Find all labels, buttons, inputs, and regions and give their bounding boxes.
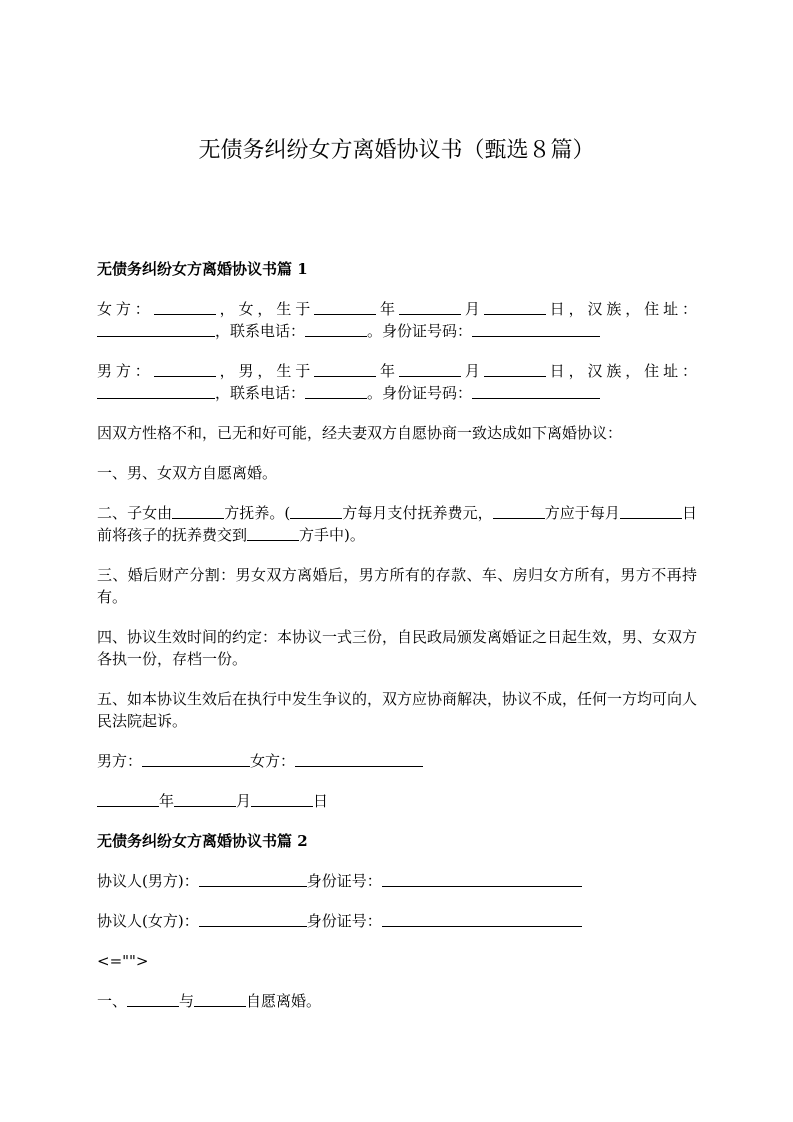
date-year-blank (97, 792, 159, 807)
female-id-text: 。身份证号码： (367, 322, 473, 340)
clause-1: 一、男、女双方自愿离婚。 (97, 464, 278, 482)
sign-female-blank (295, 752, 423, 767)
stray-code-text: <=""> (97, 952, 149, 970)
party-female-id-label: 身份证号： (306, 912, 382, 930)
section1-heading: 无债务纠纷女方离婚协议书篇 1 (97, 260, 308, 278)
s2-clause1-c: 自愿离婚。 (246, 992, 322, 1010)
female-day-text: 日，汉族，住址： (545, 300, 697, 318)
payment-day-blank (620, 504, 682, 519)
party-male-line (97, 870, 697, 892)
intro-paragraph: 因双方性格不和，已无和好可能，经夫妻双方自愿协商一致达成如下离婚协议： (97, 424, 623, 442)
party-male-name-blank (199, 872, 307, 887)
male-sex-text: ，男，生于 (215, 362, 315, 380)
female-phone-blank (305, 322, 367, 337)
party-female-id-blank (382, 912, 582, 927)
male-birth-day-blank (484, 362, 546, 377)
female-birth-day-blank (484, 300, 546, 315)
date-month-blank (174, 792, 236, 807)
female-id-blank (472, 322, 600, 337)
s2-clause1-b: 与 (179, 992, 195, 1010)
custody-party-blank (172, 504, 224, 519)
female-month-text: 月 (460, 300, 484, 318)
clause-3: 三、婚后财产分割：男女双方离婚后，男方所有的存款、车、房归女方所有，男方不再持有。 (97, 566, 697, 606)
clause-2 (97, 502, 697, 546)
sign-female-label: 女方： (250, 752, 296, 770)
female-address-blank (97, 322, 215, 337)
male-birth-year-blank (314, 362, 376, 377)
payer-party-blank (290, 504, 342, 519)
date-day-blank (251, 792, 313, 807)
male-id-blank (472, 384, 600, 399)
clause-4: 四、协议生效时间的约定：本协议一式三份，自民政局颁发离婚证之日起生效，男、女双方各执一份，存档一份。 (97, 628, 698, 668)
female-year-text: 年 (376, 300, 399, 318)
s2-clause1-a: 一、 (97, 992, 128, 1010)
date-line (97, 790, 697, 812)
document-body (97, 258, 697, 1030)
male-name-blank (154, 362, 216, 377)
male-address-blank (97, 384, 215, 399)
female-sex-text: ，女，生于 (215, 300, 315, 318)
clause2-text-a: 二、子女由 (97, 504, 173, 522)
female-label: 女方： (97, 300, 154, 318)
clause2-text-c: 方每月支付抚养费元， (342, 504, 493, 522)
female-phone-text: ，联系电话： (215, 322, 306, 340)
clause2-text-e: 日前将孩子的抚养费交到 (97, 504, 697, 544)
party-male-label: 协议人(男方)： (97, 872, 199, 890)
male-birth-month-blank (399, 362, 461, 377)
receiver-party-blank (247, 526, 299, 541)
clause2-text-f: 方手中)。 (299, 526, 365, 544)
section2-heading: 无债务纠纷女方离婚协议书篇 2 (97, 832, 308, 850)
payer-party-blank-2 (493, 504, 545, 519)
section2-clause-1 (97, 990, 697, 1012)
party-male-id-label: 身份证号： (306, 872, 382, 890)
party-female-label: 协议人(女方)： (97, 912, 199, 930)
date-month-label: 月 (236, 792, 252, 810)
male-id-text: 。身份证号码： (367, 384, 473, 402)
female-name-blank (154, 300, 216, 315)
date-day-label: 日 (313, 792, 329, 810)
party-female-line (97, 910, 697, 932)
male-label: 男方： (97, 362, 154, 380)
female-info-paragraph (97, 298, 697, 342)
clause-5: 五、如本协议生效后在执行中发生争议的，双方应协商解决，协议不成，任何一方均可向人民法院起诉。 (97, 690, 698, 730)
male-year-text: 年 (376, 362, 399, 380)
clause2-text-d: 方应于每月 (544, 504, 620, 522)
sign-male-blank (142, 752, 250, 767)
sign-male-label: 男方： (97, 752, 143, 770)
party-female-name-blank (199, 912, 307, 927)
date-year-label: 年 (159, 792, 175, 810)
document-title: 无债务纠纷女方离婚协议书（甄选８篇） (198, 138, 595, 163)
female-birth-month-blank (399, 300, 461, 315)
party-male-id-blank (382, 872, 582, 887)
male-day-text: 日，汉族，住址： (545, 362, 697, 380)
s2-party1-blank (127, 992, 179, 1007)
male-phone-blank (305, 384, 367, 399)
signature-line (97, 750, 697, 772)
s2-party2-blank (194, 992, 246, 1007)
clause2-text-b: 方抚养。( (224, 504, 291, 522)
male-info-paragraph (97, 360, 697, 404)
male-phone-text: ，联系电话： (215, 384, 306, 402)
female-birth-year-blank (314, 300, 376, 315)
male-month-text: 月 (460, 362, 484, 380)
